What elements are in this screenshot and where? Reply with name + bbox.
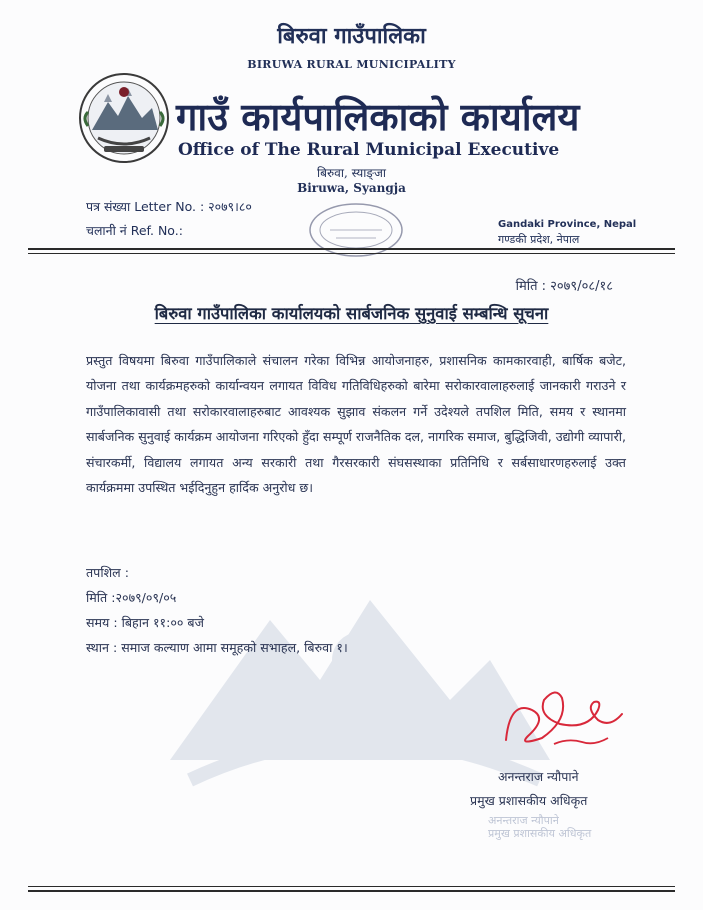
municipality-name-english: BIRUWA RURAL MUNICIPALITY xyxy=(247,58,456,71)
signature-stamp-name: अनन्तराज न्यौपाने xyxy=(488,814,559,827)
letter-number: पत्र संख्या Letter No. : २०७९।८० xyxy=(86,199,252,214)
municipality-emblem xyxy=(78,72,170,164)
office-name-english: Office of The Rural Municipal Executive xyxy=(178,140,560,160)
notice-body: प्रस्तुत विषयमा बिरुवा गाउँपालिकाले संचालन गरेका विभिन्न आयोजनाहरु, प्रशासनिक कामकारवाही, बार्षिक बजेट, योजना तथा कार्यक्रमहरुको कार्यान्वयन लगायत विविध गतिविधिहरुको बारेमा सरोकारवालाहरुलाई जानकारी गराउने र गाउँपालिकावासी तथा सरोकारवालाहरुबाट आवश्यक सुझाव संकलन गर्ने उदेश्यले तपशिल मिति, समय र स्थानमा सार्बजनिक सुनुवाई कार्यक्रम आयोजना गरिएको हुँदा सम्पूर्ण राजनैतिक दल, नागरिक समाज, बुद्धिजिवी, उद्योगी व्यापारी, संचारकर्मी, विद्यालय लगायत अन्य सरकारी तथा गैरसरकारी संघसस्थाका प्रतिनिधि र सर्बसाधारणहरुलाई उक्त कार्यक्रममा उपस्थित भईदिनुहुन हार्दिक अनुरोध छ। xyxy=(86,353,626,496)
signature-stamp-title: प्रमुख प्रशासकीय अधिकृत xyxy=(488,827,592,840)
signer-title: प्रमुख प्रशासकीय अधिकृत xyxy=(470,793,588,808)
notice-date: मिति : २०७९/०८/१८ xyxy=(515,279,613,294)
details-heading: तपशिल : xyxy=(86,565,129,580)
address-english: Biruwa, Syangja xyxy=(297,181,406,195)
notice-subject: बिरुवा गाउँपालिका कार्यालयको सार्बजनिक सुनुवाई सम्बन्धि सूचना xyxy=(154,304,549,323)
handwritten-signature xyxy=(498,680,628,760)
signature-stamp xyxy=(488,814,591,840)
details-time: समय : बिहान ११:०० बजे xyxy=(86,615,204,630)
signer-name: अनन्तराज न्यौपाने xyxy=(498,769,579,784)
province-english: Gandaki Province, Nepal xyxy=(498,219,637,230)
office-name-nepali: गाउँ कार्यपालिकाको कार्यालय xyxy=(176,94,580,139)
notice-details xyxy=(86,560,348,660)
header-divider xyxy=(28,248,675,250)
reference-number: चलानी नं Ref. No.: xyxy=(86,223,183,238)
address-nepali: बिरुवा, स्याङ्जा xyxy=(317,166,386,180)
footer-divider-thin xyxy=(28,886,675,887)
footer-divider xyxy=(28,890,675,892)
municipality-name-nepali: बिरुवा गाउँपालिका xyxy=(277,23,426,49)
province-nepali: गण्डकी प्रदेश, नेपाल xyxy=(498,233,580,246)
header-divider-thin xyxy=(28,253,675,254)
details-place: स्थान : समाज कल्याण आमा समूहको सभाहल, बिरुवा १। xyxy=(86,640,348,655)
details-date: मिति :२०७९/०९/०५ xyxy=(86,590,177,605)
